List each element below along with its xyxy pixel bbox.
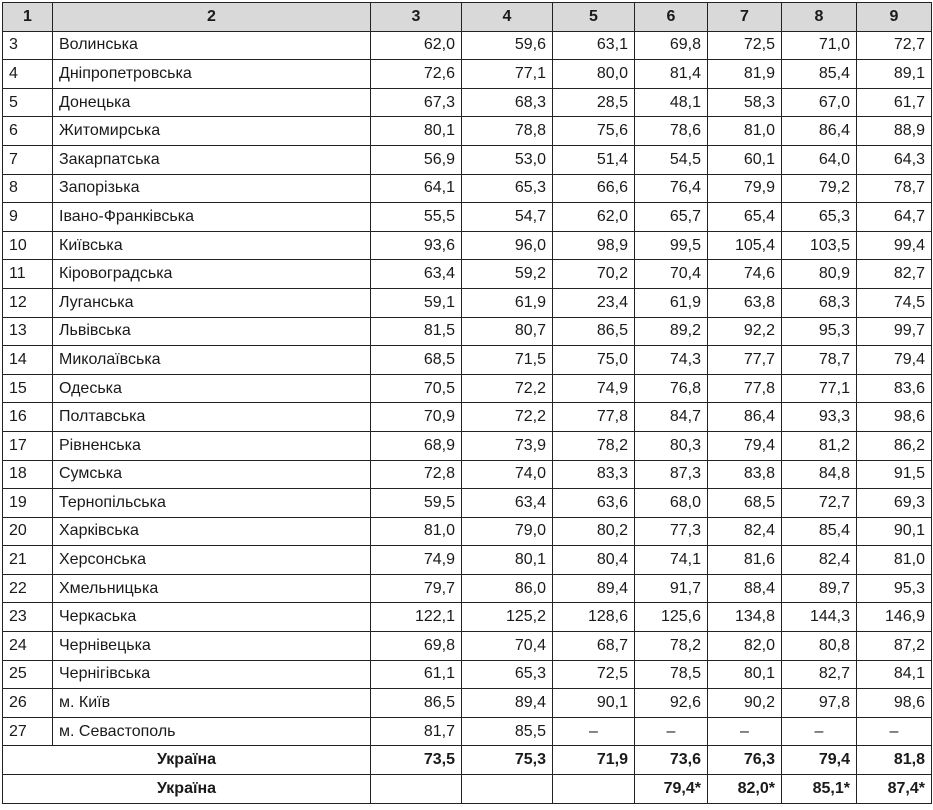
value-cell: 79,0 — [462, 517, 553, 546]
value-cell: – — [708, 717, 782, 746]
value-cell: 62,0 — [553, 203, 635, 232]
row-number: 21 — [3, 546, 53, 575]
total-value-cell: 79,4 — [782, 746, 857, 775]
value-cell: 74,5 — [857, 288, 932, 317]
row-number: 27 — [3, 717, 53, 746]
value-cell: 87,3 — [635, 460, 708, 489]
value-cell: 53,0 — [462, 145, 553, 174]
table-row — [3, 346, 932, 375]
column-header: 2 — [53, 3, 371, 32]
value-cell: 89,1 — [857, 60, 932, 89]
row-number: 24 — [3, 632, 53, 661]
row-number: 3 — [3, 31, 53, 60]
value-cell: 69,3 — [857, 489, 932, 518]
region-name: Харківська — [53, 517, 371, 546]
region-name: Миколаївська — [53, 346, 371, 375]
table-row — [3, 88, 932, 117]
value-cell: 63,8 — [708, 288, 782, 317]
value-cell: 125,6 — [635, 603, 708, 632]
value-cell: – — [635, 717, 708, 746]
value-cell: 80,7 — [462, 317, 553, 346]
value-cell: 82,7 — [857, 260, 932, 289]
value-cell: 74,3 — [635, 346, 708, 375]
value-cell: 83,8 — [708, 460, 782, 489]
value-cell: 62,0 — [371, 31, 462, 60]
table-header — [3, 3, 932, 32]
value-cell: 72,5 — [708, 31, 782, 60]
value-cell: 90,2 — [708, 689, 782, 718]
value-cell: 75,0 — [553, 346, 635, 375]
row-number: 18 — [3, 460, 53, 489]
total-value-cell: 73,6 — [635, 746, 708, 775]
region-name: Луганська — [53, 288, 371, 317]
value-cell: 80,1 — [708, 660, 782, 689]
value-cell: 78,8 — [462, 117, 553, 146]
value-cell: 99,4 — [857, 231, 932, 260]
value-cell: 76,8 — [635, 374, 708, 403]
row-number: 10 — [3, 231, 53, 260]
value-cell: 98,6 — [857, 689, 932, 718]
value-cell: 72,2 — [462, 403, 553, 432]
table-row — [3, 603, 932, 632]
value-cell: 92,2 — [708, 317, 782, 346]
value-cell: 79,4 — [857, 346, 932, 375]
value-cell: 70,5 — [371, 374, 462, 403]
table-row — [3, 374, 932, 403]
value-cell: 79,2 — [782, 174, 857, 203]
region-name: Полтавська — [53, 403, 371, 432]
value-cell: 80,1 — [462, 546, 553, 575]
value-cell: 90,1 — [553, 689, 635, 718]
value-cell: 96,0 — [462, 231, 553, 260]
row-number: 26 — [3, 689, 53, 718]
value-cell: 86,0 — [462, 574, 553, 603]
value-cell: 68,9 — [371, 431, 462, 460]
value-cell: – — [782, 717, 857, 746]
column-header: 4 — [462, 3, 553, 32]
value-cell: 56,9 — [371, 145, 462, 174]
table-row — [3, 31, 932, 60]
value-cell: 77,7 — [708, 346, 782, 375]
value-cell: 89,4 — [553, 574, 635, 603]
table-row — [3, 260, 932, 289]
row-number: 12 — [3, 288, 53, 317]
value-cell: 70,2 — [553, 260, 635, 289]
region-name: Рівненська — [53, 431, 371, 460]
region-name: Івано-Франківська — [53, 203, 371, 232]
region-name: Тернопільська — [53, 489, 371, 518]
table-row — [3, 689, 932, 718]
value-cell: 65,7 — [635, 203, 708, 232]
value-cell: 59,6 — [462, 31, 553, 60]
value-cell: 61,9 — [635, 288, 708, 317]
table-row — [3, 288, 932, 317]
table-row — [3, 117, 932, 146]
value-cell: 23,4 — [553, 288, 635, 317]
table-row — [3, 174, 932, 203]
value-cell: 125,2 — [462, 603, 553, 632]
value-cell: 83,6 — [857, 374, 932, 403]
value-cell: 64,7 — [857, 203, 932, 232]
value-cell: 78,2 — [635, 632, 708, 661]
value-cell: 81,4 — [635, 60, 708, 89]
value-cell: 58,3 — [708, 88, 782, 117]
total-label: Україна — [3, 775, 371, 804]
table-row — [3, 403, 932, 432]
total-value-cell: 87,4* — [857, 775, 932, 804]
total-row — [3, 775, 932, 804]
value-cell: 92,6 — [635, 689, 708, 718]
value-cell: 86,4 — [708, 403, 782, 432]
column-header: 9 — [857, 3, 932, 32]
value-cell: 68,3 — [462, 88, 553, 117]
value-cell: 65,3 — [462, 660, 553, 689]
value-cell: 63,4 — [462, 489, 553, 518]
value-cell: 65,3 — [462, 174, 553, 203]
value-cell: 87,2 — [857, 632, 932, 661]
value-cell: 61,1 — [371, 660, 462, 689]
value-cell: 59,5 — [371, 489, 462, 518]
value-cell: 61,7 — [857, 88, 932, 117]
value-cell: 74,9 — [553, 374, 635, 403]
value-cell: 69,8 — [371, 632, 462, 661]
value-cell: 68,5 — [371, 346, 462, 375]
table-row — [3, 546, 932, 575]
total-value-cell: 71,9 — [553, 746, 635, 775]
value-cell: 89,4 — [462, 689, 553, 718]
column-header: 1 — [3, 3, 53, 32]
value-cell: 77,8 — [708, 374, 782, 403]
table-row — [3, 231, 932, 260]
row-number: 9 — [3, 203, 53, 232]
value-cell: 72,7 — [782, 489, 857, 518]
row-number: 13 — [3, 317, 53, 346]
value-cell: – — [553, 717, 635, 746]
value-cell: 88,4 — [708, 574, 782, 603]
value-cell: 84,8 — [782, 460, 857, 489]
row-number: 17 — [3, 431, 53, 460]
row-number: 15 — [3, 374, 53, 403]
value-cell: 76,4 — [635, 174, 708, 203]
total-value-cell: 73,5 — [371, 746, 462, 775]
value-cell: 81,9 — [708, 60, 782, 89]
row-number: 4 — [3, 60, 53, 89]
value-cell: 74,0 — [462, 460, 553, 489]
table-row — [3, 60, 932, 89]
region-name: Житомирська — [53, 117, 371, 146]
value-cell: 146,9 — [857, 603, 932, 632]
row-number: 25 — [3, 660, 53, 689]
value-cell: 86,4 — [782, 117, 857, 146]
value-cell: 81,0 — [371, 517, 462, 546]
table-row — [3, 431, 932, 460]
table-row — [3, 574, 932, 603]
value-cell: 63,6 — [553, 489, 635, 518]
value-cell: 105,4 — [708, 231, 782, 260]
value-cell: 89,2 — [635, 317, 708, 346]
region-name: Дніпропетровська — [53, 60, 371, 89]
value-cell: 85,4 — [782, 517, 857, 546]
value-cell: 59,2 — [462, 260, 553, 289]
region-name: Київська — [53, 231, 371, 260]
value-cell: 63,1 — [553, 31, 635, 60]
value-cell: 79,4 — [708, 431, 782, 460]
total-value-cell — [462, 775, 553, 804]
value-cell: 83,3 — [553, 460, 635, 489]
value-cell: 91,5 — [857, 460, 932, 489]
value-cell: 81,6 — [708, 546, 782, 575]
value-cell: 84,7 — [635, 403, 708, 432]
value-cell: 72,5 — [553, 660, 635, 689]
table-body — [3, 31, 932, 803]
total-value-cell: 85,1* — [782, 775, 857, 804]
value-cell: 72,7 — [857, 31, 932, 60]
value-cell: 77,3 — [635, 517, 708, 546]
row-number: 5 — [3, 88, 53, 117]
value-cell: 72,2 — [462, 374, 553, 403]
row-number: 14 — [3, 346, 53, 375]
value-cell: 28,5 — [553, 88, 635, 117]
header-row — [3, 3, 932, 32]
table-row — [3, 317, 932, 346]
value-cell: 78,5 — [635, 660, 708, 689]
row-number: 20 — [3, 517, 53, 546]
value-cell: 80,1 — [371, 117, 462, 146]
value-cell: 72,6 — [371, 60, 462, 89]
total-value-cell: 76,3 — [708, 746, 782, 775]
value-cell: 84,1 — [857, 660, 932, 689]
region-name: Херсонська — [53, 546, 371, 575]
value-cell: 103,5 — [782, 231, 857, 260]
value-cell: 82,7 — [782, 660, 857, 689]
region-name: Донецька — [53, 88, 371, 117]
value-cell: 72,8 — [371, 460, 462, 489]
value-cell: 79,7 — [371, 574, 462, 603]
value-cell: 63,4 — [371, 260, 462, 289]
table-row — [3, 460, 932, 489]
value-cell: 70,9 — [371, 403, 462, 432]
value-cell: 86,2 — [857, 431, 932, 460]
column-header: 8 — [782, 3, 857, 32]
value-cell: 74,9 — [371, 546, 462, 575]
value-cell: 74,1 — [635, 546, 708, 575]
value-cell: 68,3 — [782, 288, 857, 317]
value-cell: 78,6 — [635, 117, 708, 146]
value-cell: 81,7 — [371, 717, 462, 746]
region-name: Кіровоградська — [53, 260, 371, 289]
region-name: м. Севастополь — [53, 717, 371, 746]
value-cell: 98,6 — [857, 403, 932, 432]
column-header: 3 — [371, 3, 462, 32]
value-cell: 61,9 — [462, 288, 553, 317]
value-cell: – — [857, 717, 932, 746]
value-cell: 55,5 — [371, 203, 462, 232]
value-cell: 90,1 — [857, 517, 932, 546]
value-cell: 54,7 — [462, 203, 553, 232]
row-number: 11 — [3, 260, 53, 289]
value-cell: 81,0 — [857, 546, 932, 575]
value-cell: 65,4 — [708, 203, 782, 232]
total-value-cell: 75,3 — [462, 746, 553, 775]
value-cell: 68,5 — [708, 489, 782, 518]
column-header: 7 — [708, 3, 782, 32]
value-cell: 78,7 — [782, 346, 857, 375]
value-cell: 82,4 — [708, 517, 782, 546]
value-cell: 144,3 — [782, 603, 857, 632]
value-cell: 78,7 — [857, 174, 932, 203]
value-cell: 99,7 — [857, 317, 932, 346]
table-row — [3, 489, 932, 518]
value-cell: 128,6 — [553, 603, 635, 632]
row-number: 19 — [3, 489, 53, 518]
region-name: Волинська — [53, 31, 371, 60]
total-label: Україна — [3, 746, 371, 775]
row-number: 22 — [3, 574, 53, 603]
table-row — [3, 203, 932, 232]
value-cell: 75,6 — [553, 117, 635, 146]
value-cell: 99,5 — [635, 231, 708, 260]
value-cell: 66,6 — [553, 174, 635, 203]
region-name: Сумська — [53, 460, 371, 489]
row-number: 8 — [3, 174, 53, 203]
value-cell: 81,0 — [708, 117, 782, 146]
value-cell: 80,8 — [782, 632, 857, 661]
value-cell: 86,5 — [553, 317, 635, 346]
value-cell: 82,0 — [708, 632, 782, 661]
value-cell: 73,9 — [462, 431, 553, 460]
row-number: 6 — [3, 117, 53, 146]
region-name: Закарпатська — [53, 145, 371, 174]
total-value-cell — [553, 775, 635, 804]
value-cell: 93,3 — [782, 403, 857, 432]
total-value-cell — [371, 775, 462, 804]
value-cell: 77,8 — [553, 403, 635, 432]
value-cell: 91,7 — [635, 574, 708, 603]
value-cell: 85,4 — [782, 60, 857, 89]
value-cell: 79,9 — [708, 174, 782, 203]
region-name: Одеська — [53, 374, 371, 403]
value-cell: 122,1 — [371, 603, 462, 632]
value-cell: 54,5 — [635, 145, 708, 174]
value-cell: 77,1 — [782, 374, 857, 403]
value-cell: 98,9 — [553, 231, 635, 260]
value-cell: 74,6 — [708, 260, 782, 289]
value-cell: 78,2 — [553, 431, 635, 460]
row-number: 16 — [3, 403, 53, 432]
region-name: Запорізька — [53, 174, 371, 203]
data-table — [2, 2, 932, 804]
row-number: 7 — [3, 145, 53, 174]
value-cell: 89,7 — [782, 574, 857, 603]
value-cell: 81,2 — [782, 431, 857, 460]
value-cell: 95,3 — [857, 574, 932, 603]
region-name: Хмельницька — [53, 574, 371, 603]
value-cell: 93,6 — [371, 231, 462, 260]
table-row — [3, 632, 932, 661]
value-cell: 60,1 — [708, 145, 782, 174]
value-cell: 70,4 — [635, 260, 708, 289]
value-cell: 51,4 — [553, 145, 635, 174]
value-cell: 80,0 — [553, 60, 635, 89]
value-cell: 67,3 — [371, 88, 462, 117]
total-value-cell: 82,0* — [708, 775, 782, 804]
value-cell: 77,1 — [462, 60, 553, 89]
value-cell: 71,5 — [462, 346, 553, 375]
table-row — [3, 660, 932, 689]
region-name: Чернівецька — [53, 632, 371, 661]
value-cell: 69,8 — [635, 31, 708, 60]
total-value-cell: 79,4* — [635, 775, 708, 804]
table-row — [3, 717, 932, 746]
total-row — [3, 746, 932, 775]
value-cell: 65,3 — [782, 203, 857, 232]
value-cell: 80,9 — [782, 260, 857, 289]
value-cell: 59,1 — [371, 288, 462, 317]
value-cell: 67,0 — [782, 88, 857, 117]
region-name: Черкаська — [53, 603, 371, 632]
region-name: Чернігівська — [53, 660, 371, 689]
value-cell: 48,1 — [635, 88, 708, 117]
row-number: 23 — [3, 603, 53, 632]
value-cell: 64,0 — [782, 145, 857, 174]
value-cell: 82,4 — [782, 546, 857, 575]
table-row — [3, 145, 932, 174]
value-cell: 80,4 — [553, 546, 635, 575]
value-cell: 88,9 — [857, 117, 932, 146]
value-cell: 95,3 — [782, 317, 857, 346]
value-cell: 134,8 — [708, 603, 782, 632]
value-cell: 68,0 — [635, 489, 708, 518]
value-cell: 86,5 — [371, 689, 462, 718]
column-header: 5 — [553, 3, 635, 32]
region-name: Львівська — [53, 317, 371, 346]
value-cell: 64,1 — [371, 174, 462, 203]
value-cell: 85,5 — [462, 717, 553, 746]
total-value-cell: 81,8 — [857, 746, 932, 775]
value-cell: 80,2 — [553, 517, 635, 546]
value-cell: 81,5 — [371, 317, 462, 346]
table-row — [3, 517, 932, 546]
value-cell: 80,3 — [635, 431, 708, 460]
value-cell: 70,4 — [462, 632, 553, 661]
column-header: 6 — [635, 3, 708, 32]
value-cell: 97,8 — [782, 689, 857, 718]
value-cell: 71,0 — [782, 31, 857, 60]
value-cell: 68,7 — [553, 632, 635, 661]
value-cell: 64,3 — [857, 145, 932, 174]
region-name: м. Київ — [53, 689, 371, 718]
